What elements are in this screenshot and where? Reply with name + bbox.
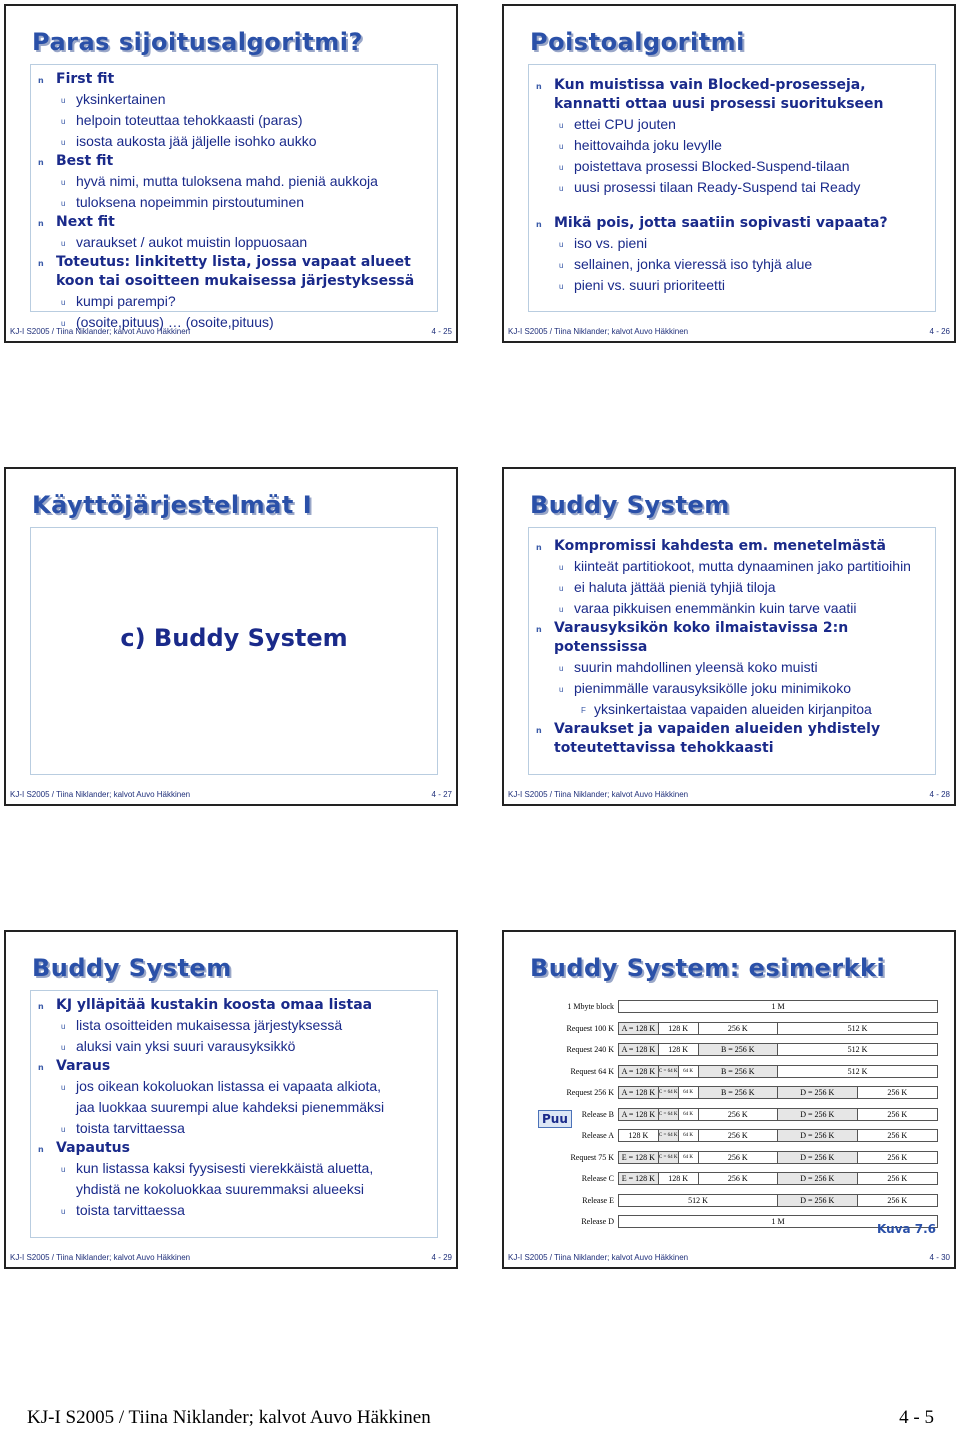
memory-block: A = 128 K [619,1109,659,1120]
slide-number: 4 - 26 [929,327,950,336]
bullet-item [30,1200,450,1221]
memory-block: 64 K [679,1152,699,1163]
bullet-marker: n [536,220,542,229]
bullet-marker: u [559,142,564,151]
bullet-text: Varausyksikön koko ilmaistavissa 2:n [554,620,849,636]
bullet-item [30,70,450,89]
bullet-text: Varaukset ja vapaiden alueiden yhdistely [554,721,881,737]
slide-footer-credit: KJ-I S2005 / Tiina Niklander; kalvot Auvo Häkkinen [508,327,689,336]
bullet-marker: n [38,1002,44,1011]
bullet-text: kun listassa kaksi fyysisesti vierekkäistä aluetta, [76,1160,374,1176]
bullet-text: Mikä pois, jotta saatiin sopivasti vapaata? [554,215,888,231]
memory-block: 1 M [771,1002,785,1011]
memory-bar [618,1065,938,1078]
section-heading: c) Buddy System [120,624,348,652]
bullet-text: ettei CPU jouten [574,116,676,132]
bullet-item [30,996,450,1015]
memory-block: 256 K [887,1131,908,1140]
bullet-text: yksinkertaistaa vapaiden alueiden kirjanpitoa [594,701,872,717]
figure-row [530,1129,940,1143]
bullet-item [528,699,948,720]
bullet-marker: n [38,1145,44,1154]
bullet-item [30,1118,450,1139]
memory-block: 256 K [699,1152,779,1163]
slide-2 [502,4,956,343]
bullet-text: jos oikean kokoluokan listassa ei vapaata alkiota, [76,1078,382,1094]
slide-3 [4,467,458,806]
memory-bar [618,1129,938,1142]
bullet-item [528,95,948,114]
figure-row-label: Request 100 K [566,1023,614,1033]
bullet-item [30,1139,450,1158]
bullet-marker: n [38,76,44,85]
bullet-text: uusi prosessi tilaan Ready-Suspend tai Ready [574,179,861,195]
bullet-text: kannatti ottaa uusi prosessi suoritukseen [554,96,884,112]
bullet-text: koon tai osoitteen mukaisessa järjestyksessä [56,273,415,289]
bullet-item [528,556,948,577]
bullet-marker: n [536,543,542,552]
bullet-item [30,89,450,110]
memory-block: 256 K [699,1109,779,1120]
memory-bar [618,1022,938,1035]
bullet-item [30,1097,450,1118]
spacer [528,198,948,214]
figure-row-label: Request 64 K [570,1066,614,1076]
slide-number: 4 - 25 [431,327,452,336]
bullet-marker: u [61,1207,66,1216]
bullet-text: toista tarvittaessa [76,1120,185,1136]
bullet-marker: n [536,625,542,634]
bullet-text: suurin mahdollinen yleensä koko muisti [574,659,818,675]
bullet-item [30,192,450,213]
memory-block: 256 K [887,1195,908,1205]
slide-6 [502,930,956,1269]
bullet-text: jaa luokkaa suurempi alue kahdeksi pienemmäksi [76,1099,385,1115]
bullet-marker: u [61,298,66,307]
bullet-item [528,114,948,135]
bullet-item [528,275,948,296]
bullet-item [30,253,450,272]
figure-row-label: Release E [582,1195,614,1205]
page-number: 4 - 5 [899,1407,934,1428]
memory-block: 256 K [699,1173,779,1184]
bullet-marker: u [559,685,564,694]
bullet-marker: u [559,184,564,193]
bullet-marker: u [61,199,66,208]
memory-block: 128 K [659,1173,699,1184]
figure-row [530,1172,940,1186]
bullet-marker: u [61,1165,66,1174]
memory-block: D = 256 K [778,1130,858,1141]
memory-block: C = 64 K [659,1109,679,1120]
bullet-item [528,739,948,758]
bullet-list [528,76,948,296]
figure-row-label: Release D [581,1217,614,1226]
figure-row [530,1022,940,1036]
bullet-marker: u [61,319,66,328]
memory-block: 256 K [699,1130,779,1141]
memory-block: 256 K [887,1109,908,1119]
bullet-item [528,598,948,619]
slide-1 [4,4,458,343]
bullet-marker: n [38,259,44,268]
bullet-text: lista osoitteiden mukaisessa järjestyksessä [76,1017,343,1033]
memory-block: D = 256 K [778,1173,858,1184]
memory-block: C = 64 K [659,1087,679,1098]
bullet-text: iso vs. pieni [574,235,648,251]
buddy-allocation-figure [530,996,940,1236]
bullet-marker: u [61,1125,66,1134]
memory-block: 128 K [659,1023,699,1034]
figure-row [530,1065,940,1079]
slide-title: Poistoalgoritmi [530,28,745,56]
memory-block: C = 64 K [659,1066,679,1077]
bullet-text: varaa pikkuisen enemmänkin kuin tarve vaatii [574,600,857,616]
bullet-marker: u [559,163,564,172]
memory-block: 512 K [847,1023,868,1033]
figure-row-label: Request 75 K [570,1152,614,1162]
bullet-marker: n [536,726,542,735]
slide-title: Buddy System [530,491,730,519]
bullet-text: Toteutus: linkitetty lista, jossa vapaat alueet [56,254,411,270]
bullet-marker: n [536,82,542,91]
memory-block: 128 K [659,1044,699,1055]
memory-block: 256 K [887,1088,908,1097]
memory-block: 64 K [679,1087,699,1098]
slide-title: Buddy System: esimerkki [530,954,886,982]
memory-bar [618,1043,938,1056]
bullet-text: aluksi vain yksi suuri varausyksikkö [76,1038,296,1054]
memory-block: D = 256 K [778,1087,858,1098]
bullet-text: isosta aukosta jää jäljelle isohko aukko [76,133,317,149]
memory-block: 128 K [619,1130,659,1141]
slide-title: Paras sijoitusalgoritmi? [32,28,363,56]
bullet-marker: u [61,96,66,105]
bullet-marker: F [581,706,586,715]
bullet-item [528,577,948,598]
bullet-item [528,537,948,556]
memory-block: 512 K [847,1066,868,1076]
memory-block: 256 K [887,1152,908,1162]
bullet-marker: u [559,605,564,614]
bullet-item [528,657,948,678]
bullet-marker: u [61,178,66,187]
bullet-item [528,177,948,198]
slide-title: Käyttöjärjestelmät I [32,491,313,519]
bullet-text: poistettava prosessi Blocked-Suspend-tilaan [574,158,850,174]
memory-block: D = 256 K [778,1109,858,1120]
bullet-text: hyvä nimi, mutta tuloksena mahd. pieniä aukkoja [76,173,378,189]
bullet-text: yksinkertainen [76,91,166,107]
figure-row [530,1043,940,1057]
memory-bar [618,1151,938,1164]
memory-block: C = 64 K [659,1152,679,1163]
bullet-marker: u [61,1083,66,1092]
slide-footer-credit: KJ-I S2005 / Tiina Niklander; kalvot Auvo Häkkinen [10,1253,191,1262]
bullet-text: kiinteät partitiokoot, mutta dynaaminen jako partitioihin [574,558,911,574]
bullet-item [30,152,450,171]
bullet-marker: n [38,158,44,167]
figure-row-label: Release B [581,1109,614,1119]
bullet-list [30,996,450,1221]
bullet-marker: u [61,117,66,126]
figure-row [530,1108,940,1122]
memory-block: B = 256 K [699,1066,779,1077]
slide-4 [502,467,956,806]
bullet-item [528,76,948,95]
bullet-list [30,70,450,333]
memory-block: 64 K [679,1066,699,1077]
memory-bar [618,1194,938,1207]
memory-block: 512 K [619,1195,778,1206]
bullet-item [30,1076,450,1097]
memory-bar [618,1108,938,1121]
bullet-marker: u [559,563,564,572]
bullet-text: sellainen, jonka vieressä iso tyhjä alue [574,256,813,272]
slide-footer-credit: KJ-I S2005 / Tiina Niklander; kalvot Auvo Häkkinen [508,1253,689,1262]
bullet-item [528,233,948,254]
bullet-marker: u [559,121,564,130]
bullet-item [528,678,948,699]
bullet-text: Best fit [56,153,114,169]
memory-bar [618,1000,938,1013]
bullet-item [30,1057,450,1076]
bullet-text: varaukset / aukot muistin loppuosaan [76,234,308,250]
figure-caption: Kuva 7.6 [877,1222,936,1236]
memory-bar [618,1086,938,1099]
bullet-text: KJ ylläpitää kustakin koosta omaa listaa [56,997,373,1013]
figure-row-label: 1 Mbyte block [567,1002,614,1011]
bullet-marker: u [61,138,66,147]
bullet-item [30,272,450,291]
memory-block: B = 256 K [699,1087,779,1098]
memory-block: 256 K [887,1174,908,1183]
memory-block: 512 K [847,1045,868,1054]
bullet-text: toista tarvittaessa [76,1202,185,1218]
bullet-item [30,213,450,232]
memory-block: A = 128 K [619,1087,659,1098]
memory-block: A = 128 K [619,1023,659,1034]
figure-row-label: Request 240 K [566,1045,614,1054]
bullet-item [30,171,450,192]
figure-row-label: Request 256 K [566,1088,614,1097]
bullet-item [528,214,948,233]
bullet-text: pienimmälle varausyksikölle joku minimikoko [574,680,851,696]
slide-number: 4 - 29 [431,1253,452,1262]
bullet-text: pieni vs. suuri prioriteetti [574,277,725,293]
bullet-item [528,720,948,739]
bullet-text: kumpi parempi? [76,293,176,309]
bullet-item [30,232,450,253]
slide-footer-credit: KJ-I S2005 / Tiina Niklander; kalvot Auvo Häkkinen [508,790,689,799]
memory-block: A = 128 K [619,1044,659,1055]
bullet-item [528,156,948,177]
figure-row [530,1000,940,1014]
bullet-item [30,110,450,131]
bullet-item [30,291,450,312]
slide-5 [4,930,458,1269]
figure-row [530,1151,940,1165]
bullet-text: Kun muistissa vain Blocked-prosesseja, [554,77,866,93]
bullet-item [528,638,948,657]
memory-block: B = 256 K [699,1044,779,1055]
bullet-item [528,254,948,275]
bullet-text: heittovaihda joku levylle [574,137,722,153]
bullet-marker: u [559,584,564,593]
bullet-text: Varaus [56,1058,111,1074]
bullet-marker: u [61,239,66,248]
memory-bar [618,1172,938,1185]
figure-row [530,1194,940,1208]
memory-block: E = 128 K [619,1173,659,1184]
bullet-text: First fit [56,71,115,87]
page-footer-credit: KJ-I S2005 / Tiina Niklander; kalvot Auvo Häkkinen [27,1407,431,1428]
slide-footer-credit: KJ-I S2005 / Tiina Niklander; kalvot Auvo Häkkinen [10,327,191,336]
figure-row-label: Release A [581,1131,614,1140]
bullet-item [30,1179,450,1200]
slide-title: Buddy System [32,954,232,982]
slide-footer-credit: KJ-I S2005 / Tiina Niklander; kalvot Auvo Häkkinen [10,790,191,799]
bullet-marker: u [559,664,564,673]
figure-row [530,1086,940,1100]
bullet-marker: n [38,1063,44,1072]
bullet-marker: n [38,219,44,228]
bullet-item [528,619,948,638]
bullet-marker: u [61,1043,66,1052]
bullet-marker: u [61,1022,66,1031]
slide-number: 4 - 28 [929,790,950,799]
bullet-text: ei haluta jättää pieniä tyhjiä tiloja [574,579,776,595]
bullet-text: toteutettavissa tehokkaasti [554,740,774,756]
bullet-text: Vapautus [56,1140,130,1156]
bullet-marker: u [559,240,564,249]
memory-block: 256 K [699,1023,779,1034]
bullet-marker: u [559,282,564,291]
bullet-text: Kompromissi kahdesta em. menetelmästä [554,538,886,554]
bullet-text: (osoite,pituus) … (osoite,pituus) [76,314,274,330]
bullet-text: Next fit [56,214,115,230]
memory-block: 64 K [679,1109,699,1120]
memory-block: D = 256 K [778,1152,858,1163]
bullet-list [528,537,948,758]
bullet-item [528,135,948,156]
bullet-text: helpoin toteuttaa tehokkaasti (paras) [76,112,303,128]
memory-block: A = 128 K [619,1066,659,1077]
memory-block: C = 64 K [659,1130,679,1141]
memory-block: 1 M [771,1217,785,1226]
figure-row-label: Release C [581,1174,614,1183]
memory-block: E = 128 K [619,1152,659,1163]
slide-number: 4 - 27 [431,790,452,799]
puu-label: Puu [538,1110,572,1128]
bullet-item [30,1015,450,1036]
slide-number: 4 - 30 [929,1253,950,1262]
bullet-text: potenssissa [554,639,648,655]
bullet-item [30,1036,450,1057]
memory-block: D = 256 K [778,1195,858,1206]
bullet-item [30,1158,450,1179]
bullet-item [30,131,450,152]
bullet-text: tuloksena nopeimmin pirstoutuminen [76,194,305,210]
bullet-marker: u [559,261,564,270]
bullet-text: yhdistä ne kokoluokkaa suuremmaksi alueeksi [76,1181,364,1197]
memory-block: 64 K [679,1130,699,1141]
